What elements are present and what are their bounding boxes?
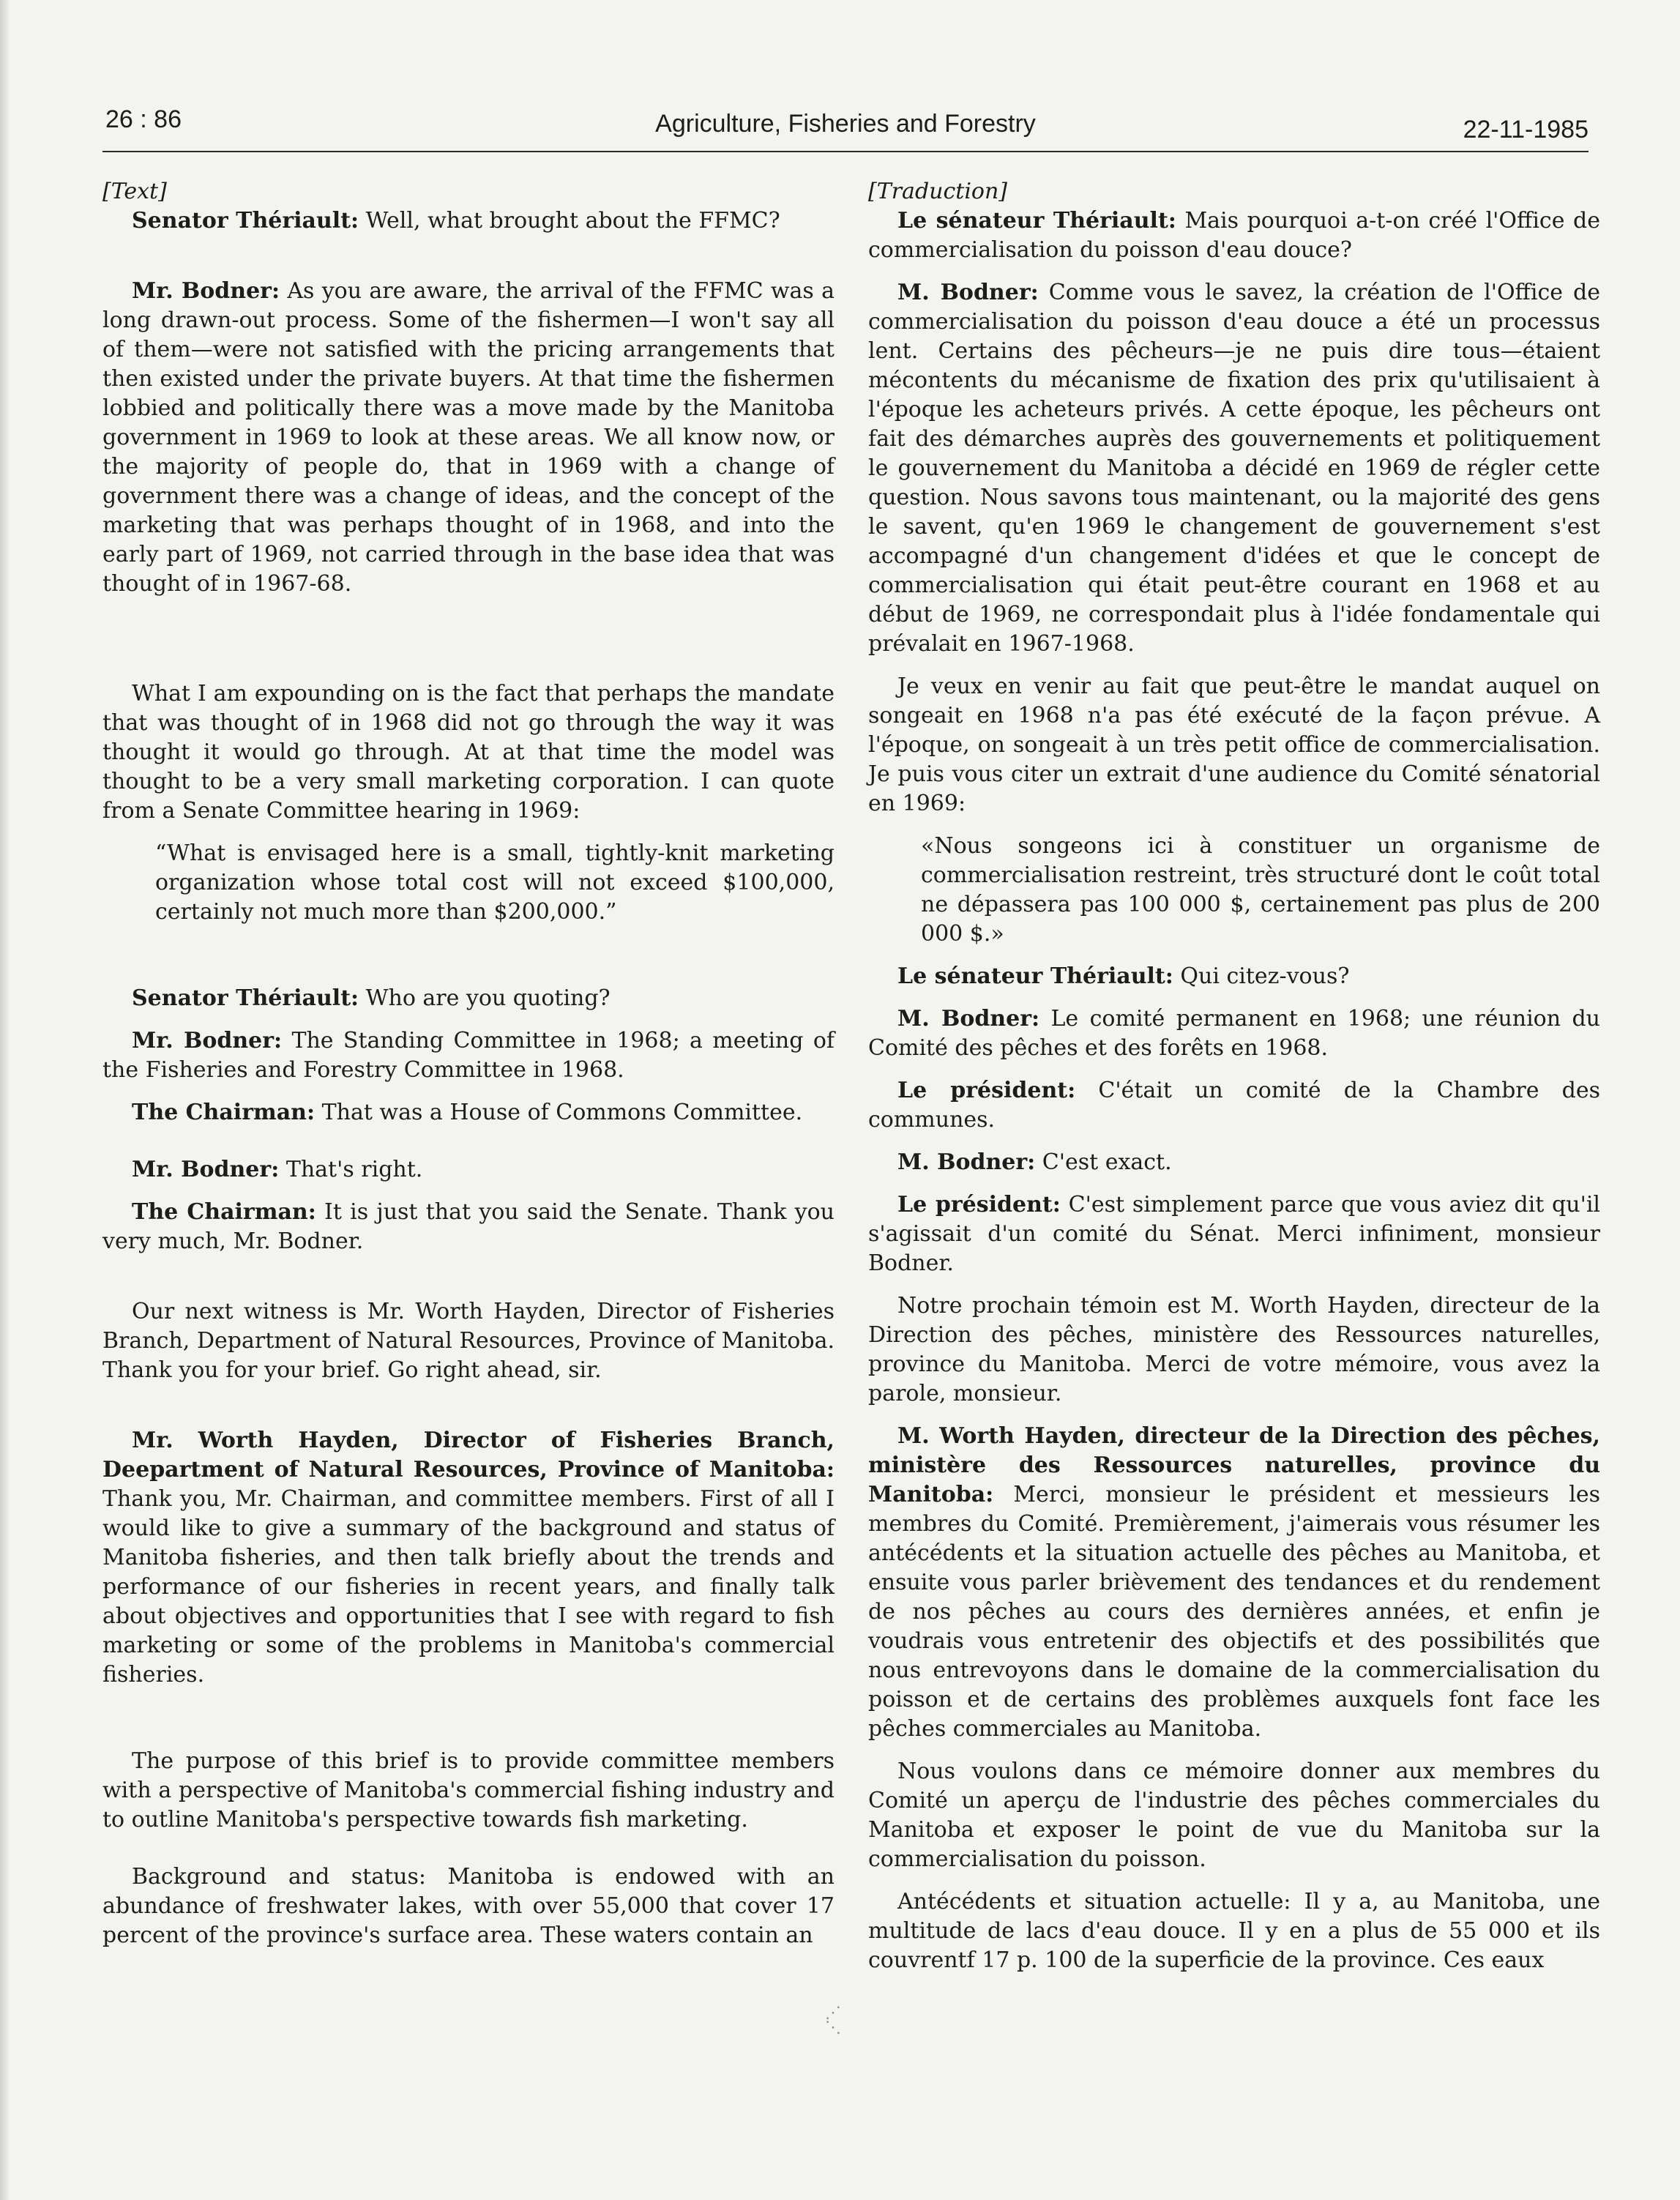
speech: Qui citez-vous? bbox=[1173, 963, 1350, 989]
speech: Well, what brought about the FFMC? bbox=[359, 208, 780, 234]
speech: Who are you quoting? bbox=[359, 985, 611, 1011]
speaker: Le président: bbox=[897, 1078, 1076, 1103]
speech: Mais pourquoi a-t-on créé l'Office de commercialisation du poisson d'eau douce? bbox=[868, 208, 1600, 263]
speech: Comme vous le savez, la création de l'Office de commercialisation du poisson d'eau douce a été un processus lent. Certains des pêcheurs—je ne puis dire tous—étaient mécontents du mécanisme de fixation des prix qu'utilisaient à l'époque les acheteurs privés. A cette époque, les pêcheurs ont fait des démarches auprès des gouvernements et politiquement le gouvernement du Manitoba a décidé en 1969 de régler cette question. Nous savons tous maintenant, ou la majorité des gens le savent, qu'en 1969 le changement de gouvernement s'est accompagné d'un changement d'idées et que le concept de commercialisation qui était peut-être courant en 1968 et au début de 1969, ne correspondait plus à l'idée fondamentale qui prévalait en 1967-1968. bbox=[868, 280, 1600, 657]
speech: It is just that you said the Senate. Thank you very much, Mr. Bodner. bbox=[102, 1199, 835, 1254]
speaker: Mr. Bodner: bbox=[132, 278, 280, 304]
paragraph: What I am expounding on is the fact that perhaps the mandate that was thought of in 1968 did not go through the way it was thought it would go through. At at that time the model was thought to be a very small marketing corporation. I can quote from a Senate Committee hearing in 1969: bbox=[102, 681, 835, 824]
paragraph: Notre prochain témoin est M. Worth Hayden, directeur de la Direction des pêches, ministère des Ressources naturelles, province du Manitoba. Merci de votre mémoire, vous avez la parole, monsieur. bbox=[868, 1293, 1600, 1406]
paragraph: Antécédents et situation actuelle: Il y a, au Manitoba, une multitude de lacs d'eau douce. Il y en a plus de 55 000 et ils couvrentf 17 p. 100 de la superficie de la province. Ces eaux bbox=[868, 1889, 1600, 1973]
paragraph bbox=[868, 1076, 1600, 1135]
speaker: M. Worth Hayden, directeur de la Direction des pêches, ministère des Ressources naturelles, province du Manitoba: bbox=[868, 1423, 1600, 1507]
speaker: Senator Thériault: bbox=[132, 985, 359, 1011]
paragraph bbox=[102, 1155, 835, 1185]
speech: Le comité permanent en 1968; une réunion du Comité des pêches et des forêts en 1968. bbox=[868, 1006, 1600, 1061]
paragraph bbox=[102, 984, 835, 1013]
paragraph: Background and status: Manitoba is endowed with an abundance of freshwater lakes, with over 55,000 that cover 17 percent of the province's surface area. These waters contain an bbox=[102, 1864, 835, 1948]
speaker: Le sénateur Thériault: bbox=[897, 963, 1173, 989]
page-date: 22-11-1985 bbox=[1463, 116, 1588, 143]
page-header bbox=[102, 102, 1588, 152]
speech: C'est exact. bbox=[1035, 1149, 1172, 1175]
speech: As you are aware, the arrival of the FFMC was a long drawn-out process. Some of the fishermen—I won't say all of them—were not satisfied with the pricing arrangements that then existed under the private buyers. At that time the fishermen lobbied and politically there was a move made by the Manitoba government in 1969 to look at these areas. We all know now, or the majority of people do, that in 1969 with a change of government there was a change of ideas, and the concept of the marketing that was perhaps thought of in 1968, and into the early part of 1969, not carried through in the base idea that was thought of in 1967-68. bbox=[102, 278, 835, 597]
speech: That's right. bbox=[279, 1157, 423, 1182]
paragraph bbox=[868, 962, 1600, 991]
paragraph bbox=[102, 277, 835, 599]
paragraph bbox=[102, 1098, 835, 1127]
paragraph bbox=[868, 1148, 1600, 1177]
paragraph: The purpose of this brief is to provide committee members with a perspective of Manitoba's commercial fishing industry and to outline Manitoba's perspective towards fish marketing. bbox=[102, 1748, 835, 1832]
speech: That was a House of Commons Committee. bbox=[315, 1100, 803, 1125]
paragraph bbox=[102, 1198, 835, 1256]
speaker: Le président: bbox=[897, 1192, 1061, 1218]
speaker: The Chairman: bbox=[132, 1199, 316, 1225]
speaker: M. Bodner: bbox=[897, 280, 1039, 305]
speech: C'était un comité de la Chambre des communes. bbox=[868, 1078, 1600, 1133]
paragraph: Our next witness is Mr. Worth Hayden, Director of Fisheries Branch, Department of Natural Resources, Province of Manitoba. Thank you for your brief. Go right ahead, sir. bbox=[102, 1299, 835, 1383]
paragraph bbox=[868, 1190, 1600, 1278]
block-quote: “What is envisaged here is a small, tightly-knit marketing organization whose total cost will not exceed $100,000, certainly not much more than $200,000.” bbox=[155, 840, 835, 925]
english-column bbox=[102, 177, 835, 1964]
paragraph: Je veux en venir au fait que peut-être le mandat auquel on songeait en 1968 n'a pas été exécuté de la façon prévue. A l'époque, on songeait à un très petit office de commercialisation. Je puis vous citer un extrait d'une audience du Comité sénatorial en 1969: bbox=[868, 674, 1600, 816]
text-tag: [Traduction] bbox=[868, 179, 1008, 204]
page-number: 26 : 86 bbox=[105, 105, 182, 133]
speaker: Le sénateur Thériault: bbox=[897, 208, 1176, 234]
speech: C'est simplement parce que vous aviez dit qu'il s'agissait d'un comité du Sénat. Merci infiniment, monsieur Bodner. bbox=[868, 1192, 1601, 1276]
speech: Thank you, Mr. Chairman, and committee members. First of all I would like to give a summary of the background and status of Manitoba fisheries, and then talk briefly about the trends and performance of our fisheries in recent years, and finally talk about objectives and opportunities that I see with regard to fish marketing or some of the problems in Manitoba's commercial fisheries. bbox=[102, 1486, 835, 1688]
speaker: Mr. Bodner: bbox=[132, 1157, 280, 1182]
paragraph bbox=[102, 1426, 835, 1690]
paragraph bbox=[102, 1026, 835, 1085]
paragraph bbox=[868, 1422, 1600, 1744]
speech: Merci, monsieur le président et messieurs les membres du Comité. Premièrement, j'aimerais vous résumer les antécédents et la situation actuelle des pêches au Manitoba, et ensuite vous parler brièvement des tendances et du rendement de nos pêches au cours des dernières années, et enfin je voudrais vous entretenir des objectifs et des possibilités que nous entrevoyons dans le domaine de la commercialisation du poisson et de certains des problèmes auxquels font face les pêches commerciales au Manitoba. bbox=[868, 1482, 1600, 1742]
text-tag: [Text] bbox=[102, 179, 167, 204]
paragraph bbox=[868, 278, 1600, 659]
speaker: Mr. Bodner: bbox=[132, 1028, 283, 1054]
speaker: M. Bodner: bbox=[897, 1149, 1036, 1175]
paragraph bbox=[868, 206, 1600, 265]
page-scan-mark: ⋰ ⋱ bbox=[825, 2004, 841, 2037]
paragraph bbox=[102, 206, 835, 236]
paragraph: Nous voulons dans ce mémoire donner aux membres du Comité un aperçu de l'industrie des pêches commerciales du Manitoba et exposer le point de vue du Manitoba sur la commercialisation du poisson. bbox=[868, 1759, 1600, 1872]
publication-title: Agriculture, Fisheries and Forestry bbox=[655, 110, 1036, 138]
french-column bbox=[868, 177, 1600, 1988]
page-edge-shadow bbox=[0, 0, 10, 2200]
paragraph bbox=[868, 1004, 1600, 1063]
speaker: M. Bodner: bbox=[897, 1006, 1040, 1032]
block-quote: «Nous songeons ici à constituer un organisme de commercialisation restreint, très structuré dont le coût total ne dépassera pas 100 000 $, certainement pas plus de 200 000 $.» bbox=[921, 833, 1600, 947]
speaker: The Chairman: bbox=[132, 1100, 316, 1125]
speech: The Standing Committee in 1968; a meeting of the Fisheries and Forestry Committee in 1968. bbox=[102, 1028, 835, 1083]
speaker: Mr. Worth Hayden, Director of Fisheries Branch, Deepartment of Natural Resources, Province of Manitoba: bbox=[102, 1428, 835, 1483]
speaker: Senator Thériault: bbox=[132, 208, 359, 234]
